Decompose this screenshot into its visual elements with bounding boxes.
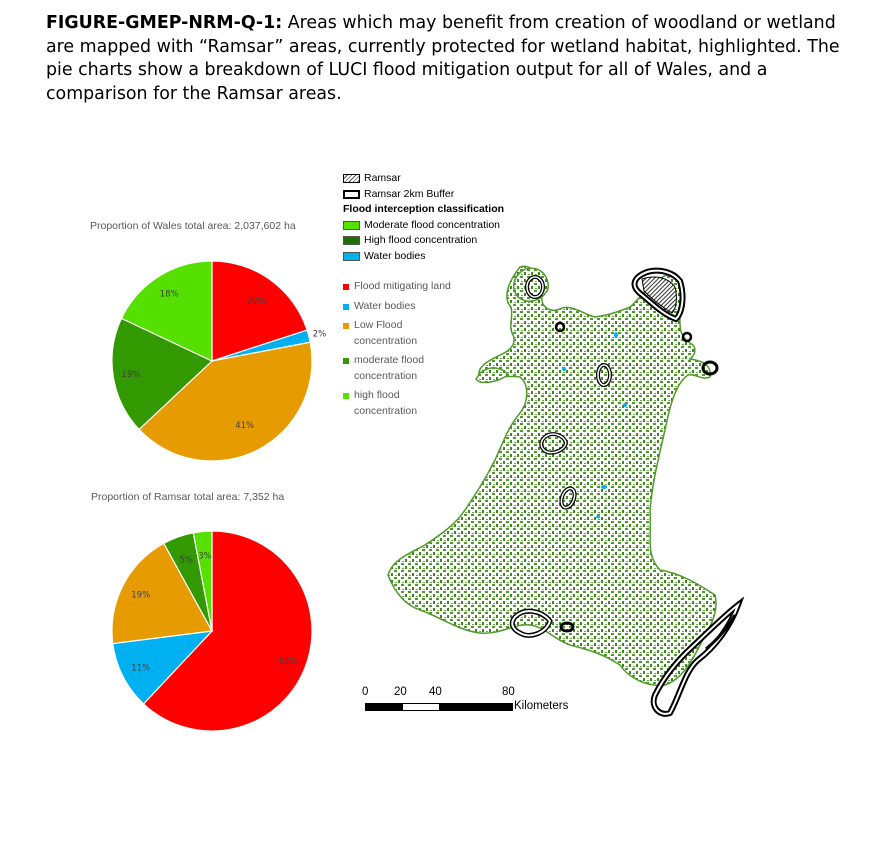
pie-slice-label: 41% <box>235 421 255 432</box>
hatch-swatch-icon <box>343 174 360 183</box>
pie-slice-label: 19% <box>121 369 141 380</box>
legend-high <box>343 233 504 249</box>
legend-high-label: High flood concentration <box>364 234 478 246</box>
legend-ramsar <box>343 171 504 187</box>
ramsar-pie-title: Proportion of Ramsar total area: 7,352 ha <box>91 491 285 503</box>
wales-pie-chart <box>100 250 330 470</box>
wales-pie-title: Proportion of Wales total area: 2,037,602 ha <box>90 220 296 232</box>
legend-swatch-icon <box>343 358 349 364</box>
scale-unit: Kilometers <box>514 700 569 712</box>
scale-segment-1 <box>365 703 404 711</box>
legend-swatch-icon <box>343 393 349 399</box>
pie-slice-label: 11% <box>131 663 151 674</box>
legend-swatch-icon <box>343 304 349 310</box>
legend-ramsar-label: Ramsar <box>364 172 401 184</box>
pie-slice-label: 3% <box>198 551 212 562</box>
moderate-swatch-icon <box>343 221 360 230</box>
legend-swatch-icon <box>343 323 349 329</box>
scale-tick-80: 80 <box>502 686 515 698</box>
ramsar-pie-chart <box>100 520 330 740</box>
scale-bar <box>362 686 602 716</box>
map-legend <box>343 171 504 264</box>
wales-map <box>380 255 745 725</box>
scale-segment-2 <box>402 703 440 711</box>
pie-slice-label: 18% <box>159 289 179 300</box>
pie-slice-label: 20% <box>246 296 266 307</box>
legend-heading: Flood interception classification <box>343 203 505 215</box>
caption-text: Areas which may benefit from creation of woodland or wetland are mapped with “Ramsar” areas, currently protected for wetland habitat, highlighted. The pie charts show a breakdown of LUCI flood mitigation output for all of Wales, and a comparison for the Ramsar areas. <box>46 13 840 104</box>
legend-buffer-label: Ramsar 2km Buffer <box>364 187 455 200</box>
pie-legend-label: high flood concentration <box>354 389 418 417</box>
pie-legend-label: moderate flood concentration <box>354 354 425 382</box>
pie-slice-label: 2% <box>312 329 327 340</box>
high-swatch-icon <box>343 236 360 245</box>
caption-label: FIGURE-GMEP-NRM-Q-1: <box>46 13 283 33</box>
water-swatch-icon <box>343 252 360 261</box>
scale-tick-0: 0 <box>362 686 369 698</box>
scale-segment-3 <box>439 703 513 711</box>
legend-moderate-label: Moderate flood concentration <box>364 218 501 231</box>
scale-tick-20: 20 <box>394 686 407 698</box>
legend-buffer <box>343 187 504 203</box>
scale-tick-40: 40 <box>429 686 442 698</box>
pie-legend-label: Low Flood concentration <box>354 319 418 347</box>
pie-legend-label: Flood mitigating land <box>354 280 451 292</box>
buffer-swatch-icon <box>343 190 360 199</box>
pie-slice-label: 5% <box>179 555 194 566</box>
legend-water-label: Water bodies <box>364 249 426 262</box>
figure-caption <box>46 12 846 106</box>
pie-legend-label: Water bodies <box>354 299 416 312</box>
legend-swatch-icon <box>343 284 349 290</box>
legend-moderate <box>343 218 504 234</box>
pie-slice-label: 62% <box>278 657 298 668</box>
pie-slice-label: 19% <box>131 590 151 601</box>
